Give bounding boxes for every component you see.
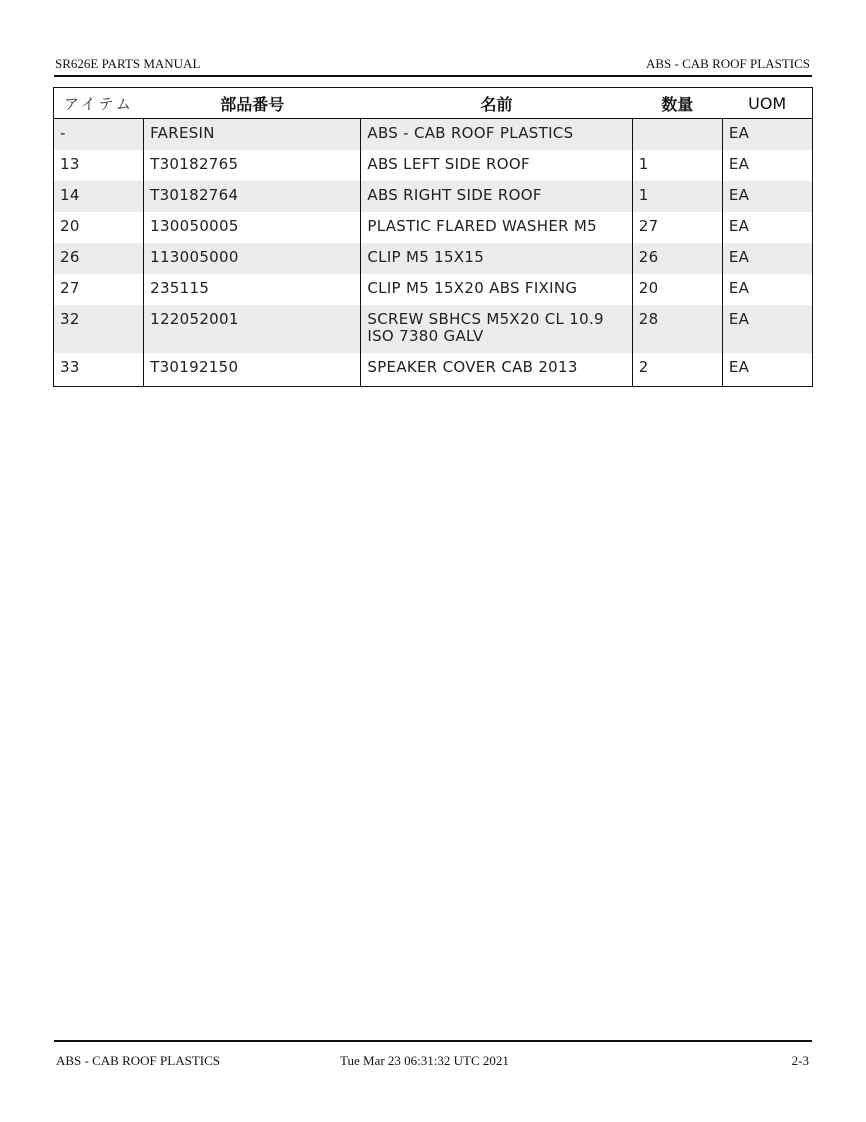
cell-uom: EA <box>722 353 812 387</box>
cell-item: 26 <box>54 243 144 274</box>
cell-part-number: 122052001 <box>144 305 361 353</box>
cell-part-number: 130050005 <box>144 212 361 243</box>
cell-item: 33 <box>60 358 80 376</box>
cell-part-number: T30182764 <box>144 181 361 212</box>
cell-name: CLIP M5 15X20 ABS FIXING <box>361 274 632 305</box>
footer-section-title: ABS - CAB ROOF PLASTICS <box>56 1053 220 1068</box>
cell-quantity: 28 <box>632 305 722 353</box>
cell-quantity: 2 <box>632 353 722 387</box>
table-row <box>54 181 813 212</box>
cell-item: 13 <box>60 155 80 173</box>
table-row <box>54 274 813 305</box>
cell-part-number: T30192150 <box>144 353 361 387</box>
table-row <box>54 243 813 274</box>
table-row <box>54 150 813 181</box>
cell-name: PLASTIC FLARED WASHER M5 <box>361 212 632 243</box>
cell-part-number: T30182765 <box>144 150 361 181</box>
column-header-quantity: 数量 <box>632 88 722 119</box>
cell-quantity <box>632 119 722 151</box>
table-row <box>54 119 813 151</box>
cell-name: ABS LEFT SIDE ROOF <box>361 150 632 181</box>
manual-title: SR626E PARTS MANUAL <box>55 56 201 71</box>
cell-quantity: 1 <box>632 181 722 212</box>
parts-table <box>53 87 813 387</box>
cell-part-number: 113005000 <box>144 243 361 274</box>
header-rule <box>54 75 812 77</box>
cell-item: 20 <box>60 217 80 235</box>
cell-name: CLIP M5 15X15 <box>361 243 632 274</box>
cell-name: SPEAKER COVER CAB 2013 <box>361 353 632 387</box>
page-number: 2-3 <box>791 1053 809 1068</box>
cell-uom: EA <box>722 150 812 181</box>
cell-quantity: 1 <box>632 150 722 181</box>
column-header-name: 名前 <box>361 88 632 119</box>
cell-uom: EA <box>722 274 812 305</box>
cell-quantity: 26 <box>632 243 722 274</box>
cell-item: - <box>54 119 144 151</box>
cell-quantity: 20 <box>632 274 722 305</box>
table-row <box>54 305 813 353</box>
section-title: ABS - CAB ROOF PLASTICS <box>646 56 810 71</box>
cell-uom: EA <box>722 119 812 151</box>
cell-name: ABS RIGHT SIDE ROOF <box>361 181 632 212</box>
table-header-row <box>54 88 813 119</box>
cell-item: 27 <box>60 279 80 297</box>
cell-name: ABS - CAB ROOF PLASTICS <box>361 119 632 151</box>
cell-uom: EA <box>722 212 812 243</box>
cell-uom: EA <box>722 181 812 212</box>
cell-name: SCREW SBHCS M5X20 CL 10.9 ISO 7380 GALV <box>361 305 632 353</box>
cell-item: 32 <box>54 305 144 353</box>
cell-uom: EA <box>722 305 812 353</box>
cell-part-number: 235115 <box>144 274 361 305</box>
column-header-item: アイテム <box>54 88 144 119</box>
table-row <box>54 353 813 387</box>
footer-timestamp: Tue Mar 23 06:31:32 UTC 2021 <box>340 1053 509 1068</box>
footer-rule <box>54 1040 812 1042</box>
cell-item: 14 <box>54 181 144 212</box>
cell-uom: EA <box>722 243 812 274</box>
column-header-part-number: 部品番号 <box>144 88 361 119</box>
cell-part-number: FARESIN <box>144 119 361 151</box>
table-row <box>54 212 813 243</box>
column-header-uom: UOM <box>722 88 812 119</box>
cell-quantity: 27 <box>632 212 722 243</box>
